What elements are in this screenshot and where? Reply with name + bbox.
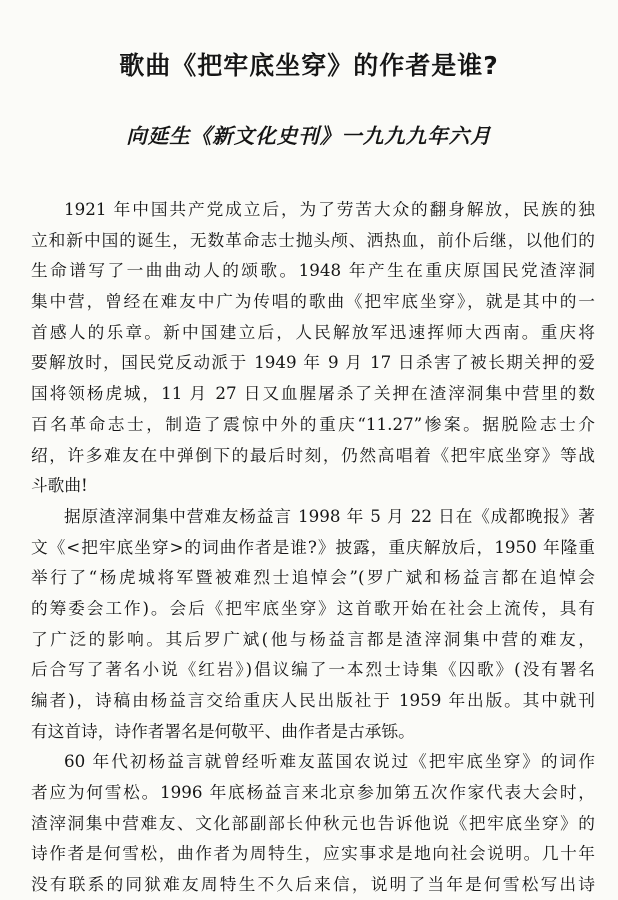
paragraph-line: 的筹委会工作)。会后《把牢底坐穿》这首歌开始在社会上流传，具有: [31, 597, 595, 618]
paragraph-line: 举行了“杨虎城将军暨被难烈士追悼会”(罗广斌和杨益言都在追悼会: [31, 567, 595, 588]
paragraph-line: 了广泛的影响。其后罗广斌(他与杨益言都是渣滓洞集中营的难友，: [31, 628, 595, 649]
paragraph-3: [31, 746, 595, 899]
paragraph-line: 国将领杨虎城，11 月 27 日又血腥屠杀了关押在渣滓洞集中营里的数: [31, 383, 595, 404]
paragraph-line: 要解放时，国民党反动派于 1949 年 9 月 17 日杀害了被长期关押的爱: [31, 352, 595, 373]
paragraph-line: 立和新中国的诞生，无数革命志士抛头颅、洒热血，前仆后继，以他们的: [31, 229, 595, 250]
paragraph-line: 百名革命志士，制造了震惊中外的重庆“11.27”惨案。据脱险志士介: [31, 413, 595, 434]
paragraph-line: 有这首诗，诗作者署名是何敬平、曲作者是古承铄。: [31, 720, 415, 741]
paragraph-line: 斗歌曲!: [31, 475, 88, 496]
article-body: [31, 194, 595, 900]
paragraph-2: [31, 501, 595, 747]
paragraph-line: 首感人的乐章。新中国建立后，人民解放军迅速挥师大西南。重庆将: [31, 321, 595, 342]
paragraph-line: 诗作者是何雪松，曲作者为周特生，应实事求是地向社会说明。几十年: [31, 843, 595, 864]
paragraph-line: 绍，许多难友在中弹倒下的最后时刻，仍然高唱着《把牢底坐穿》等战: [31, 444, 595, 465]
paragraph-line: 1921 年中国共产党成立后，为了劳苦大众的翻身解放，民族的独: [64, 199, 595, 219]
paragraph-line: 60 年代初杨益言就曾经听难友蓝国农说过《把牢底坐穿》的词作: [64, 751, 595, 772]
paragraph-line: 据原渣滓洞集中营难友杨益言 1998 年 5 月 22 日在《成都晚报》著: [64, 505, 595, 526]
paragraph-line: 后合写了著名小说《红岩》)倡议编了一本烈士诗集《囚歌》(没有署名: [31, 659, 595, 680]
paragraph-line: 编者)，诗稿由杨益言交给重庆人民出版社于 1959 年出版。其中就刊: [31, 690, 595, 710]
article-title: 歌曲《把牢底坐穿》的作者是谁?: [119, 51, 499, 80]
paragraph-line: 生命谱写了一曲曲动人的颂歌。1948 年产生在重庆原国民党渣滓洞: [31, 260, 595, 281]
paragraph-line: 者应为何雪松。1996 年底杨益言来北京参加第五次作家代表大会时，: [31, 782, 595, 803]
paragraph-line: 没有联系的同狱难友周特生不久后来信，说明了当年是何雪松写出诗: [31, 874, 595, 895]
paragraph-line: 文《<把牢底坐穿>的词曲作者是谁?》披露，重庆解放后，1950 年隆重: [31, 536, 595, 557]
paragraph-1: [31, 194, 595, 501]
article-byline: 向延生《新文化史刊》一九九九年六月: [126, 124, 492, 148]
paragraph-line: 集中营，曾经在难友中广为传唱的歌曲《把牢底坐穿》，就是其中的一: [31, 291, 595, 312]
paragraph-line: 渣滓洞集中营难友、文化部副部长仲秋元也告诉他说《把牢底坐穿》的: [31, 812, 595, 833]
